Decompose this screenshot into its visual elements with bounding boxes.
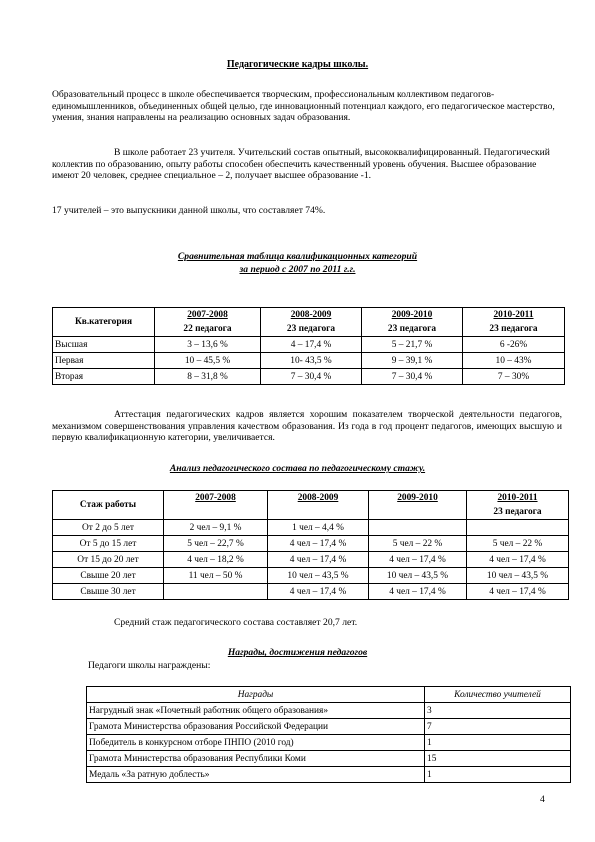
column-header: 2008-2009 [268,491,369,520]
table-cell: Первая [53,353,155,369]
page-number: 4 [540,794,545,805]
table-row [87,751,571,767]
intro-paragraph-1: Образовательный процесс в школе обеспечивается творческим, профессиональным коллективом педагогов-единомышленников, объединенных общей целью, где инновационный потенциал каждого, его педагогическое мастерство, умения, знания направлены на реализацию основных задач образования. [52,89,555,124]
table-cell: 7 – 30,4 % [261,369,362,385]
table-cell [369,520,467,536]
column-header: Награды [87,687,425,703]
table-cell: 8 – 31,8 % [155,369,261,385]
table-cell: 10 чел – 43,5 % [268,568,369,584]
awards-intro: Педагоги школы награждены: [88,660,211,671]
table-cell: Нагрудный знак «Почетный работник общего образования» [87,703,425,719]
column-header: 2010-2011 [467,491,569,506]
table-cell [467,520,569,536]
column-header: 2010-2011 [463,308,565,323]
attestation-paragraph: Аттестация педагогических кадров является хорошим показателем творческой деятельности педагогов, механизмом совершенствования управления качеством образования. Из года в год процент педагогов, имеющих высшую и первую квалификационную категории, увеличивается. [52,409,562,444]
table1-caption-line2: за период с 2007 по 2011 г.г. [239,264,356,275]
table-cell: Медаль «За ратную доблесть» [87,767,425,783]
table-cell: 10 чел – 43,5 % [467,568,569,584]
page-title: Педагогические кадры школы. [226,59,369,70]
table-cell: 11 чел – 50 % [164,568,268,584]
table-header-row [53,491,569,506]
table-row [53,337,565,353]
column-header: Стаж работы [53,491,164,520]
column-subheader: 23 педагога [463,322,565,337]
table-cell: От 15 до 20 лет [53,552,164,568]
table-cell: 4 чел – 17,4 % [268,536,369,552]
table-row [87,703,571,719]
table-cell: 4 – 17,4 % [261,337,362,353]
table-cell: 9 – 39,1 % [362,353,463,369]
table-row [53,552,569,568]
average-experience-text: Средний стаж педагогического состава составляет 20,7 лет. [114,617,358,628]
table-cell: 5 чел – 22 % [369,536,467,552]
table-cell: 4 чел – 18,2 % [164,552,268,568]
table-cell: Свыше 20 лет [53,568,164,584]
table1-caption-line1: Сравнительная таблица квалификационных категорий [177,251,418,262]
table-cell: 2 чел – 9,1 % [164,520,268,536]
table-cell: 3 [425,703,571,719]
table-cell: 10- 43,5 % [261,353,362,369]
table-cell: От 5 до 15 лет [53,536,164,552]
table-cell: 4 чел – 17,4 % [467,552,569,568]
table-cell: 1 чел – 4,4 % [268,520,369,536]
column-header: 2008-2009 [261,308,362,323]
qualification-table [52,307,565,385]
table-row [53,536,569,552]
column-subheader: 23 педагога [467,505,569,520]
column-header: 2009-2010 [369,491,467,520]
table-row [87,719,571,735]
awards-table [86,686,571,783]
column-subheader: 23 педагога [362,322,463,337]
table-cell [164,584,268,600]
table-row [53,568,569,584]
intro-paragraph-3: 17 учителей – это выпускники данной школы, что составляет 74%. [52,205,326,216]
table-cell: 1 [425,735,571,751]
table-cell: 4 чел – 17,4 % [467,584,569,600]
table-cell: Высшая [53,337,155,353]
table-header-row [53,308,565,323]
column-header: 2007-2008 [155,308,261,323]
column-header: 2007-2008 [164,491,268,520]
table-cell: 7 – 30,4 % [362,369,463,385]
table-cell: 7 – 30% [463,369,565,385]
table-cell: 1 [425,767,571,783]
table-cell: 4 чел – 17,4 % [369,552,467,568]
table-cell: От 2 до 5 лет [53,520,164,536]
experience-table [52,490,569,600]
table-cell: 10 – 45,5 % [155,353,261,369]
table-cell: 5 чел – 22 % [467,536,569,552]
table-cell: 10 – 43% [463,353,565,369]
column-subheader: 23 педагога [261,322,362,337]
awards-caption: Награды, достижения педагогов [227,647,368,658]
table-cell: Победитель в конкурсном отборе ПНПО (2010 год) [87,735,425,751]
intro-paragraph-2: В школе работает 23 учителя. Учительский состав опытный, высококвалифицированный. Педагогический коллектив по образованию, опыту работы способен обеспечить качественный уровень обучения. Высшее образование имеют 20 человек, среднее специальное – 2, получает высшее образование -1. [52,147,550,182]
table-cell: 4 чел – 17,4 % [268,552,369,568]
table-cell: Свыше 30 лет [53,584,164,600]
table-row [87,767,571,783]
column-header: Количество учителей [425,687,571,703]
table-cell: 5 – 21,7 % [362,337,463,353]
table-cell: 3 – 13,6 % [155,337,261,353]
column-header: Кв.категория [53,308,155,337]
table-cell: 7 [425,719,571,735]
table-cell: 5 чел – 22,7 % [164,536,268,552]
table-cell: 4 чел – 17,4 % [369,584,467,600]
table-row [87,735,571,751]
table-cell: 15 [425,751,571,767]
column-header: 2009-2010 [362,308,463,323]
table-row [53,520,569,536]
table-cell: Вторая [53,369,155,385]
table-row [53,584,569,600]
table-cell: 6 -26% [463,337,565,353]
column-subheader: 22 педагога [155,322,261,337]
table-cell: 4 чел – 17,4 % [268,584,369,600]
table-cell: Грамота Министерства образования Российской Федерации [87,719,425,735]
table-row [53,369,565,385]
table-cell: Грамота Министерства образования Республики Коми [87,751,425,767]
table2-caption: Анализ педагогического состава по педагогическому стажу. [169,463,426,474]
table-header-row [87,687,571,703]
table-row [53,353,565,369]
table-cell: 10 чел – 43,5 % [369,568,467,584]
